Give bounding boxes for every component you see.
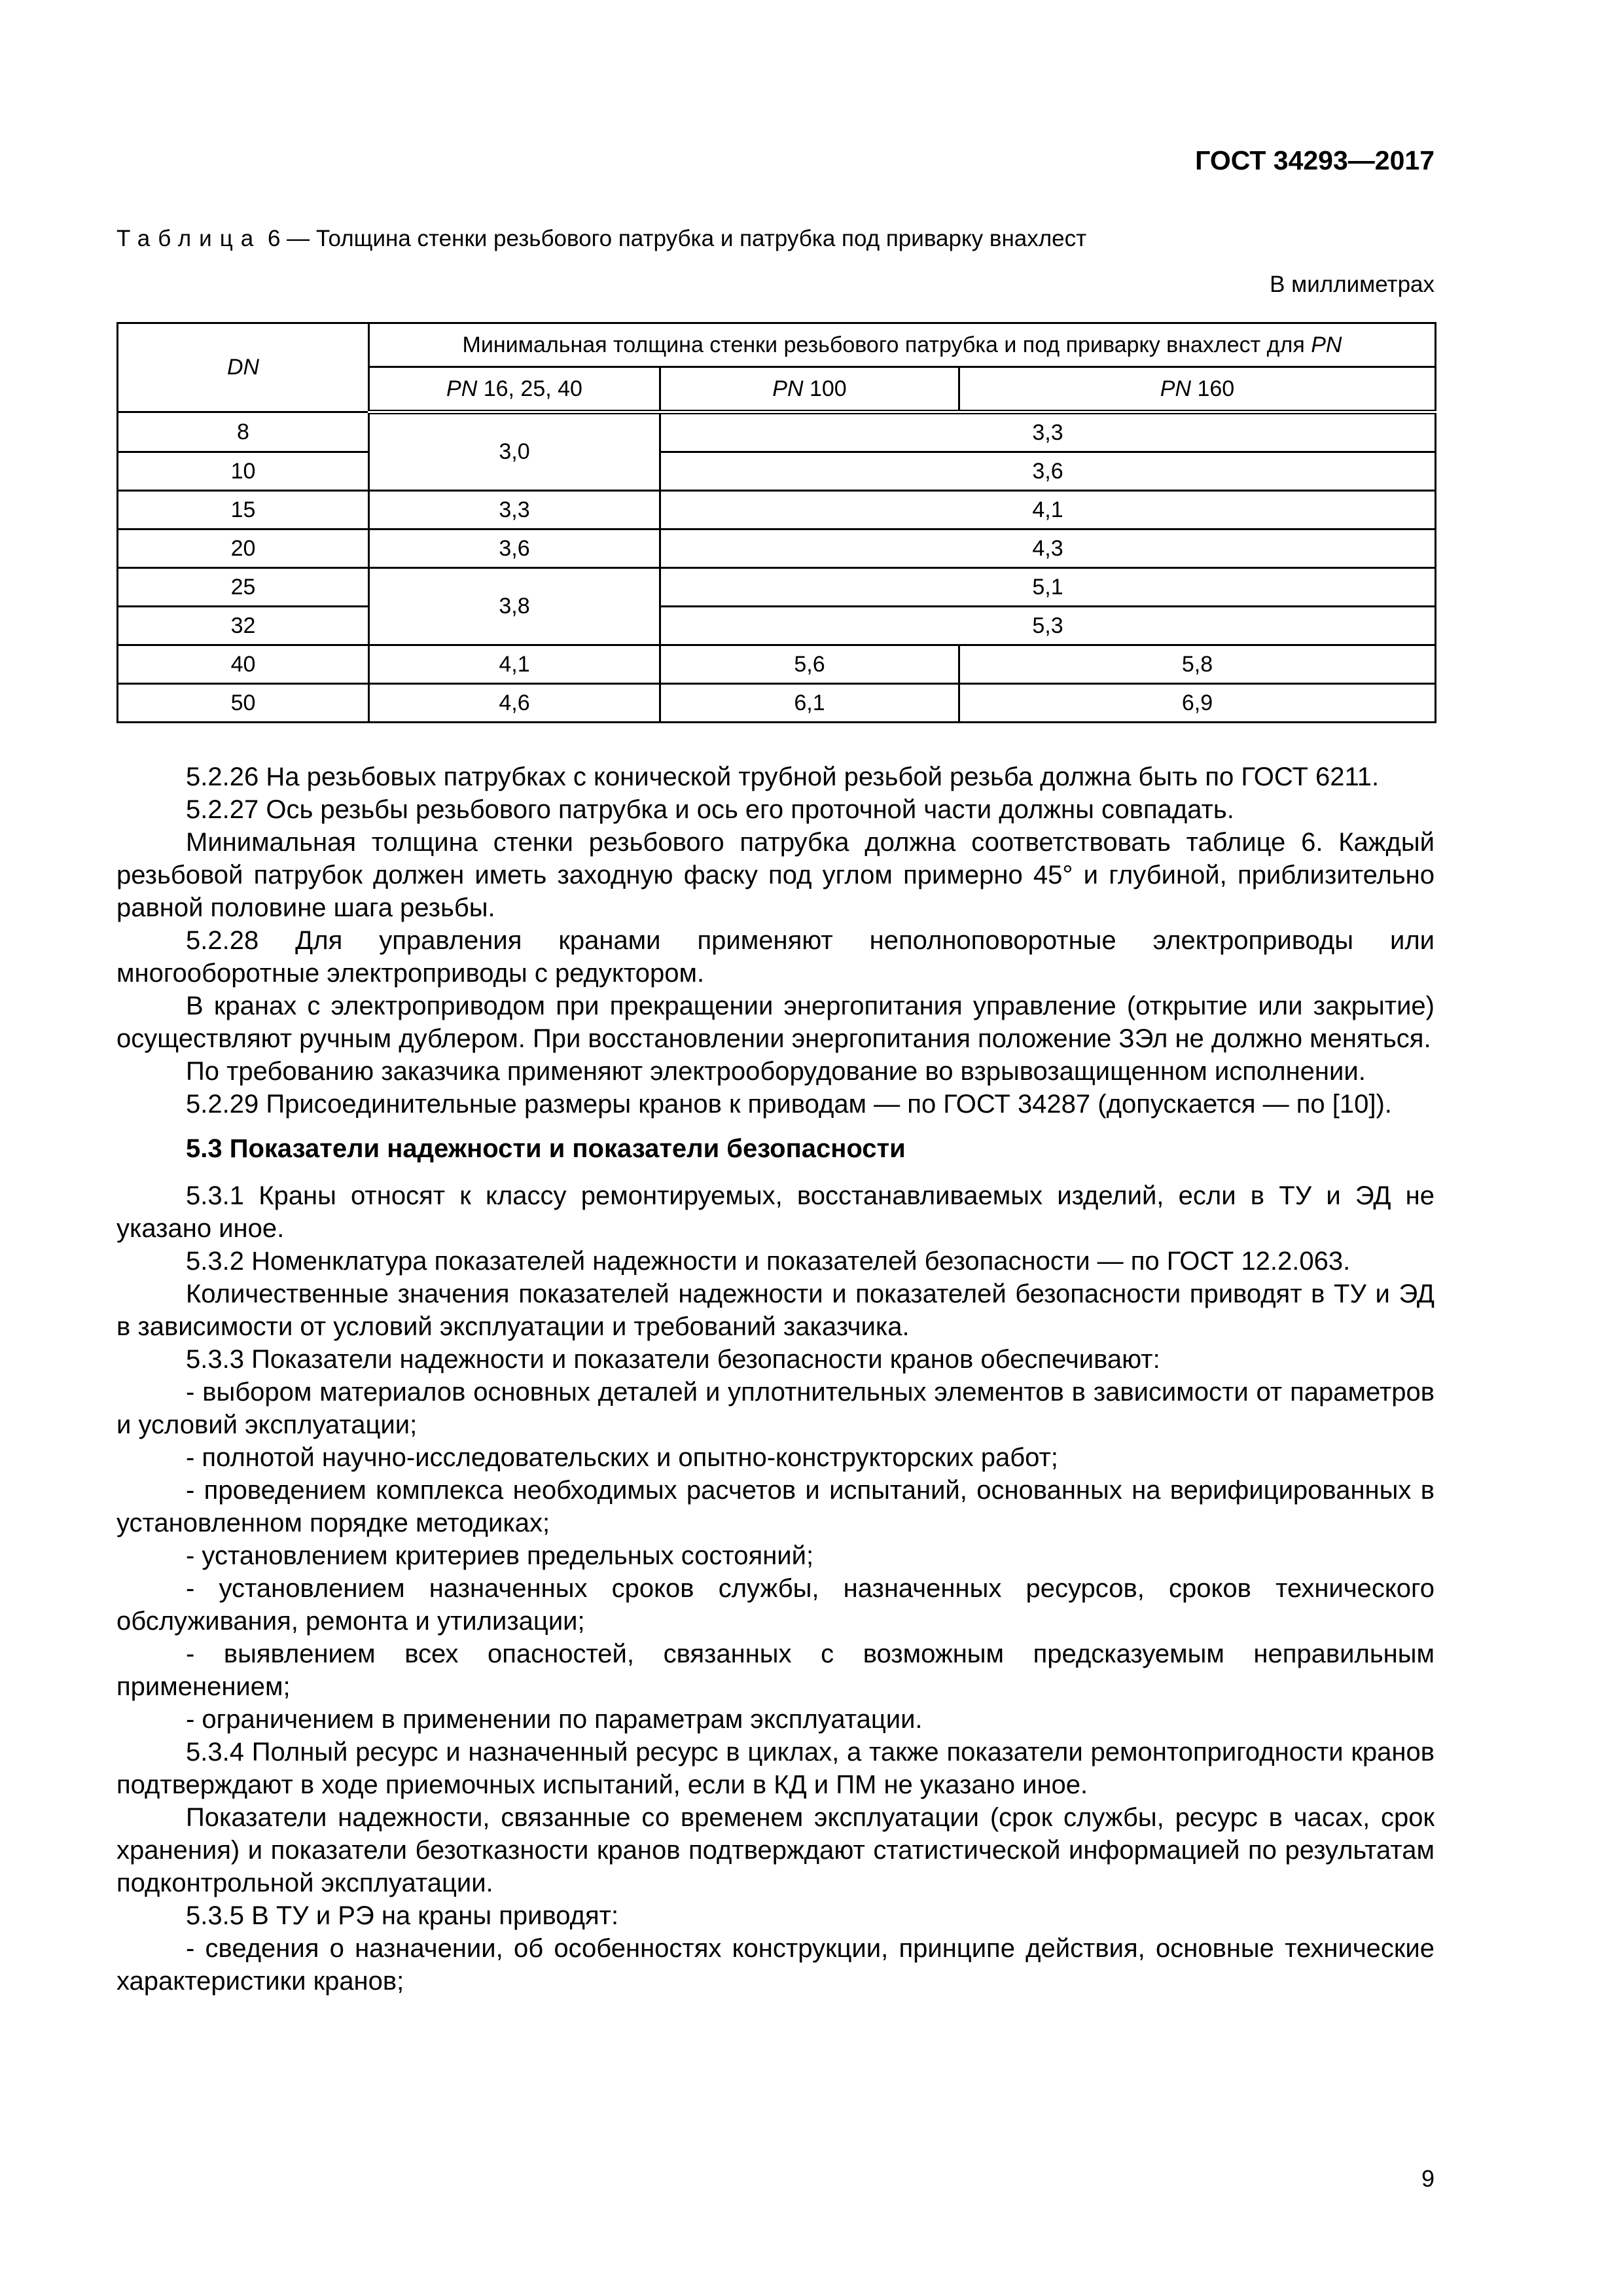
cell-pn16: 3,0 — [369, 412, 660, 491]
cell-pn16: 4,6 — [369, 684, 660, 723]
cell-dn: 32 — [118, 607, 369, 645]
table-units: В миллиметрах — [1270, 272, 1435, 297]
cell-dn: 40 — [118, 645, 369, 684]
section-heading: 5.3 Показатели надежности и показатели безопасности — [186, 1134, 906, 1163]
header-dn: DN — [118, 323, 369, 412]
paragraph: Количественные значения показателей надежности и показателей безопасности приводят в ТУ и ЭД в зависимости от условий эксплуатации и требований заказчика. — [116, 1280, 1435, 1341]
document-number: ГОСТ 34293—2017 — [1195, 145, 1435, 175]
paragraph: 5.2.27 Ось резьбы резьбового патрубка и ось его проточной части должны совпадать. — [186, 795, 1234, 824]
cell-pn16: 3,8 — [369, 568, 660, 645]
header-pn-160: PN 160 — [959, 367, 1436, 412]
paragraph: 5.3.4 Полный ресурс и назначенный ресурс в циклах, а также показатели ремонтопригодности кранов подтверждают в ходе приемочных испытаний, если в КД и ПМ не указано иное. — [116, 1738, 1435, 1799]
cell-dn: 8 — [118, 412, 369, 452]
paragraph: Минимальная толщина стенки резьбового патрубка должна соответствовать таблице 6. Каждый резьбовой патрубок должен иметь заходную фаску под углом примерно 45° и глубиной, приблизительно равной половине шага резьбы. — [116, 828, 1435, 922]
list-item: - выбором материалов основных деталей и уплотнительных элементов в зависимости от параметров и условий эксплуатации; — [116, 1378, 1435, 1439]
header-pn-100: PN 100 — [660, 367, 959, 412]
cell-pn100: 5,6 — [660, 645, 959, 684]
list-item: - сведения о назначении, об особенностях конструкции, принципе действия, основные технические характеристики кранов; — [116, 1934, 1435, 1996]
paragraph: Показатели надежности, связанные со временем эксплуатации (срок службы, ресурс в часах, срок хранения) и показатели безотказности кранов подтверждают статистической информацией по результатам подконтрольной эксплуатации. — [116, 1803, 1435, 1897]
list-item: - выявлением всех опасностей, связанных с возможным предсказуемым неправильным применением; — [116, 1640, 1435, 1701]
cell-pn16: 4,1 — [369, 645, 660, 684]
table-row — [118, 607, 1436, 645]
header-group: Минимальная толщина стенки резьбового патрубка и под приварку внахлест для PN — [369, 323, 1436, 367]
cell-pn100-160: 5,1 — [660, 568, 1436, 607]
cell-pn100-160: 4,3 — [660, 529, 1436, 568]
paragraph: 5.3.2 Номенклатура показателей надежности и показателей безопасности — по ГОСТ 12.2.063. — [186, 1247, 1351, 1276]
table-row — [118, 529, 1436, 568]
paragraph: 5.3.1 Краны относят к классу ремонтируемых, восстанавливаемых изделий, если в ТУ и ЭД не указано иное. — [116, 1181, 1435, 1243]
paragraph: 5.2.26 На резьбовых патрубках с конической трубной резьбой резьба должна быть по ГОСТ 6211. — [186, 762, 1380, 791]
paragraph: 5.3.3 Показатели надежности и показатели безопасности кранов обеспечивают: — [186, 1345, 1160, 1374]
body-text — [116, 761, 1435, 1998]
wall-thickness-table — [116, 322, 1436, 723]
paragraph: В кранах с электроприводом при прекращении энергопитания управление (открытие или закрытие) осуществляют ручным дублером. При восстановлении энергопитания положение ЗЭл не должно меняться. — [116, 992, 1435, 1053]
table-row — [118, 491, 1436, 529]
cell-pn100-160: 3,6 — [660, 452, 1436, 491]
cell-dn: 50 — [118, 684, 369, 723]
cell-dn: 10 — [118, 452, 369, 491]
table-caption — [116, 226, 1086, 252]
header-pn-16-25-40: PN 16, 25, 40 — [369, 367, 660, 412]
cell-dn: 15 — [118, 491, 369, 529]
paragraph: 5.2.29 Присоединительные размеры кранов к приводам — по ГОСТ 34287 (допускается — по [10]). — [186, 1090, 1392, 1119]
list-item: - установлением назначенных сроков службы, назначенных ресурсов, сроков технического обслуживания, ремонта и утилизации; — [116, 1574, 1435, 1636]
cell-pn16: 3,3 — [369, 491, 660, 529]
list-item: - установлением критериев предельных состояний; — [186, 1541, 814, 1570]
page-number: 9 — [1421, 2165, 1435, 2192]
cell-pn100-160: 3,3 — [660, 412, 1436, 452]
table-caption-prefix: Таблица — [116, 226, 262, 251]
paragraph: 5.2.28 Для управления кранами применяют неполноповоротные электроприводы или многооборотные электроприводы с редуктором. — [116, 926, 1435, 988]
table-row — [118, 452, 1436, 491]
table-row — [118, 412, 1436, 452]
cell-pn160: 6,9 — [959, 684, 1436, 723]
table-caption-text: — Толщина стенки резьбового патрубка и патрубка под приварку внахлест — [287, 226, 1087, 251]
table-row — [118, 645, 1436, 684]
paragraph: По требованию заказчика применяют электрооборудование во взрывозащищенном исполнении. — [186, 1057, 1366, 1086]
list-item: - ограничением в применении по параметрам эксплуатации. — [186, 1705, 923, 1734]
paragraph: 5.3.5 В ТУ и РЭ на краны приводят: — [186, 1901, 619, 1930]
cell-dn: 25 — [118, 568, 369, 607]
table-row — [118, 684, 1436, 723]
cell-pn160: 5,8 — [959, 645, 1436, 684]
cell-pn100-160: 4,1 — [660, 491, 1436, 529]
list-item: - проведением комплекса необходимых расчетов и испытаний, основанных на верифицированных в установленном порядке методиках; — [116, 1476, 1435, 1537]
cell-pn100-160: 5,3 — [660, 607, 1436, 645]
table-row — [118, 568, 1436, 607]
cell-pn100: 6,1 — [660, 684, 959, 723]
cell-pn16: 3,6 — [369, 529, 660, 568]
cell-dn: 20 — [118, 529, 369, 568]
list-item: - полнотой научно-исследовательских и опытно-конструкторских работ; — [186, 1443, 1058, 1472]
table-caption-number: 6 — [267, 226, 281, 251]
